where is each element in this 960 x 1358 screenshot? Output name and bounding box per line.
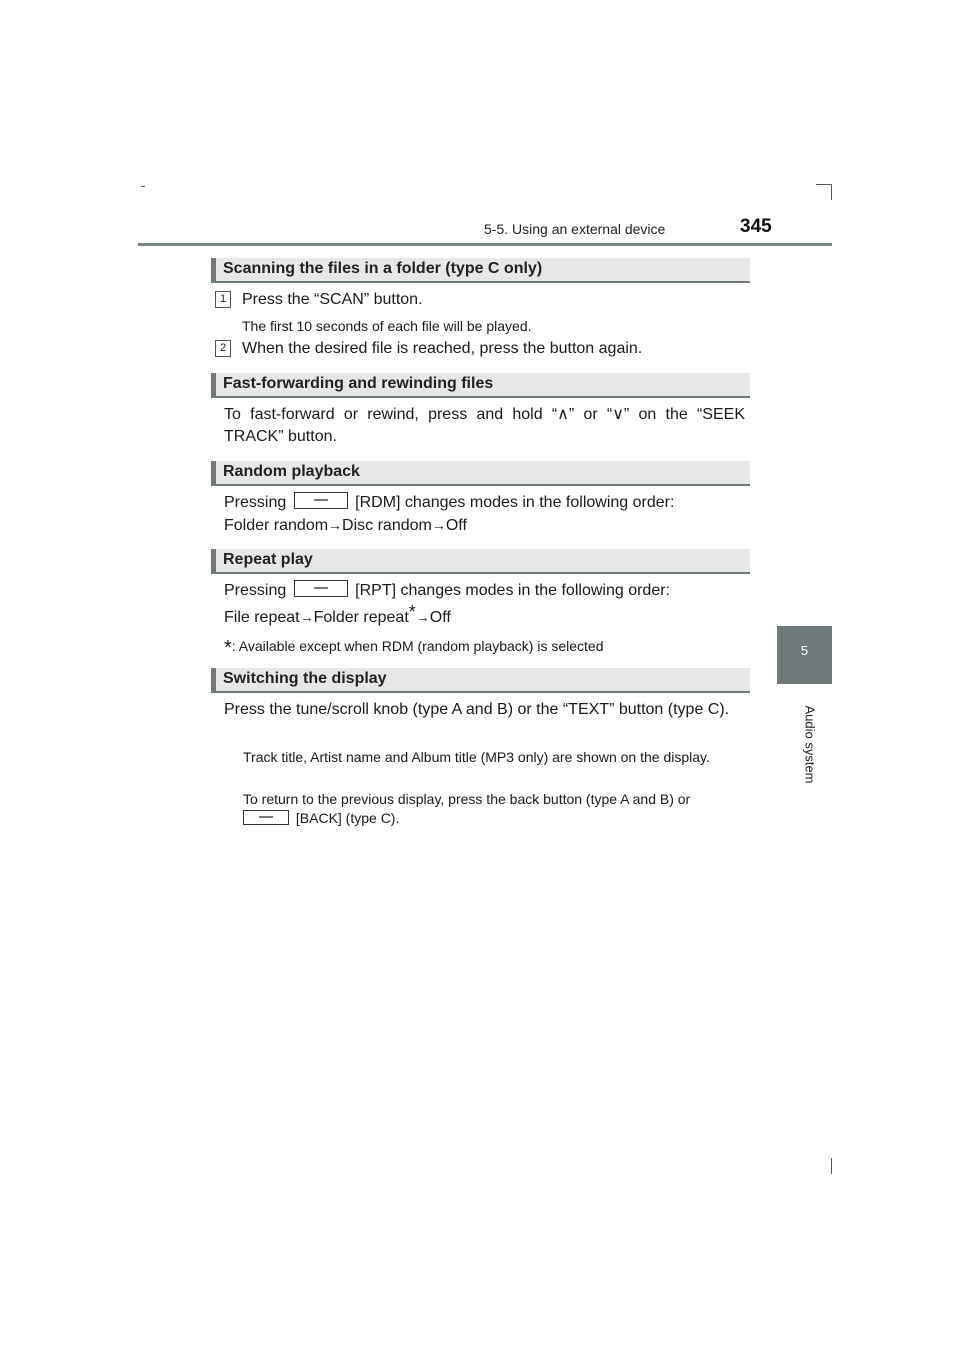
- step1-note: The first 10 seconds of each file will be played.: [242, 318, 532, 334]
- section-head-fast-forward: [211, 373, 750, 398]
- step1-text: Press the “SCAN” button.: [242, 291, 423, 308]
- crop-mark-top-right-h: [816, 184, 831, 185]
- random-mode-1: Folder random: [224, 517, 329, 534]
- chapter-tab: 5: [777, 626, 832, 684]
- arrow-icon: →: [431, 517, 446, 533]
- chapter-label: [802, 692, 818, 802]
- header-rule: [138, 243, 832, 246]
- footnote-asterisk-mark: *: [224, 637, 232, 659]
- arrow-icon: →: [299, 609, 314, 625]
- chapter-label-text: Audio system: [802, 705, 818, 784]
- crop-mark-bottom-right: [831, 1158, 832, 1174]
- repeat-footnote: [224, 636, 604, 659]
- section-head-repeat: [211, 549, 750, 574]
- display-note-2: To return to the previous display, press the back button (type A and B) or: [243, 791, 691, 807]
- section-title-display: Switching the display: [223, 670, 387, 687]
- section-title: 5-5. Using an external device: [484, 221, 666, 237]
- page-number: 345: [740, 216, 772, 237]
- footnote-text: : Available except when RDM (random playback) is selected: [231, 638, 604, 654]
- section-title-repeat: Repeat play: [223, 551, 313, 568]
- display-note-2-back: [BACK] (type C).: [295, 810, 400, 826]
- section-head-scanning: [211, 258, 750, 283]
- crop-mark-top-right-v: [831, 184, 832, 200]
- random-pressing: Pressing: [224, 494, 287, 511]
- repeat-body-line1: [224, 580, 670, 602]
- repeat-rest: [RPT] changes modes in the following order:: [355, 582, 670, 599]
- repeat-modes: [224, 601, 451, 629]
- arrow-icon: →: [328, 517, 343, 533]
- back-button-icon: [243, 810, 289, 825]
- random-body-line1: [224, 492, 674, 514]
- display-note-1: Track title, Artist name and Album title (MP3 only) are shown on the display.: [243, 749, 710, 765]
- random-rest: [RDM] changes modes in the following order:: [355, 494, 675, 511]
- rpt-button-icon: [294, 580, 348, 597]
- repeat-pressing: Pressing: [224, 582, 287, 599]
- repeat-mode-2: Folder repeat: [313, 609, 409, 626]
- section-head-display: [211, 668, 750, 693]
- footnote-asterisk: *: [408, 601, 416, 622]
- step2-text: When the desired file is reached, press the button again.: [242, 340, 643, 357]
- step-number-2: 2: [215, 340, 231, 357]
- random-mode-2: Disc random: [342, 517, 432, 534]
- section-title-fast-forward: Fast-forwarding and rewinding files: [223, 375, 494, 392]
- random-modes: [224, 514, 467, 537]
- section-title-random: Random playback: [223, 463, 360, 480]
- section-head-random: [211, 461, 750, 486]
- display-note-2-line2: [243, 809, 399, 827]
- display-body: Press the tune/scroll knob (type A and B) or the “TEXT” button (type C).: [224, 701, 730, 718]
- arrow-icon: →: [415, 609, 430, 625]
- repeat-mode-1: File repeat: [224, 609, 300, 626]
- fast-forward-body: To fast-forward or rewind, press and hold “∧” or “∨” on the “SEEK TRACK” button.: [224, 406, 745, 445]
- random-mode-3: Off: [445, 517, 467, 534]
- rdm-button-icon: [294, 492, 348, 509]
- step-number-1: 1: [215, 291, 231, 308]
- section-title-scanning: Scanning the files in a folder (type C only): [223, 260, 543, 277]
- crop-mark-top-left: [141, 186, 145, 187]
- repeat-mode-3: Off: [429, 609, 451, 626]
